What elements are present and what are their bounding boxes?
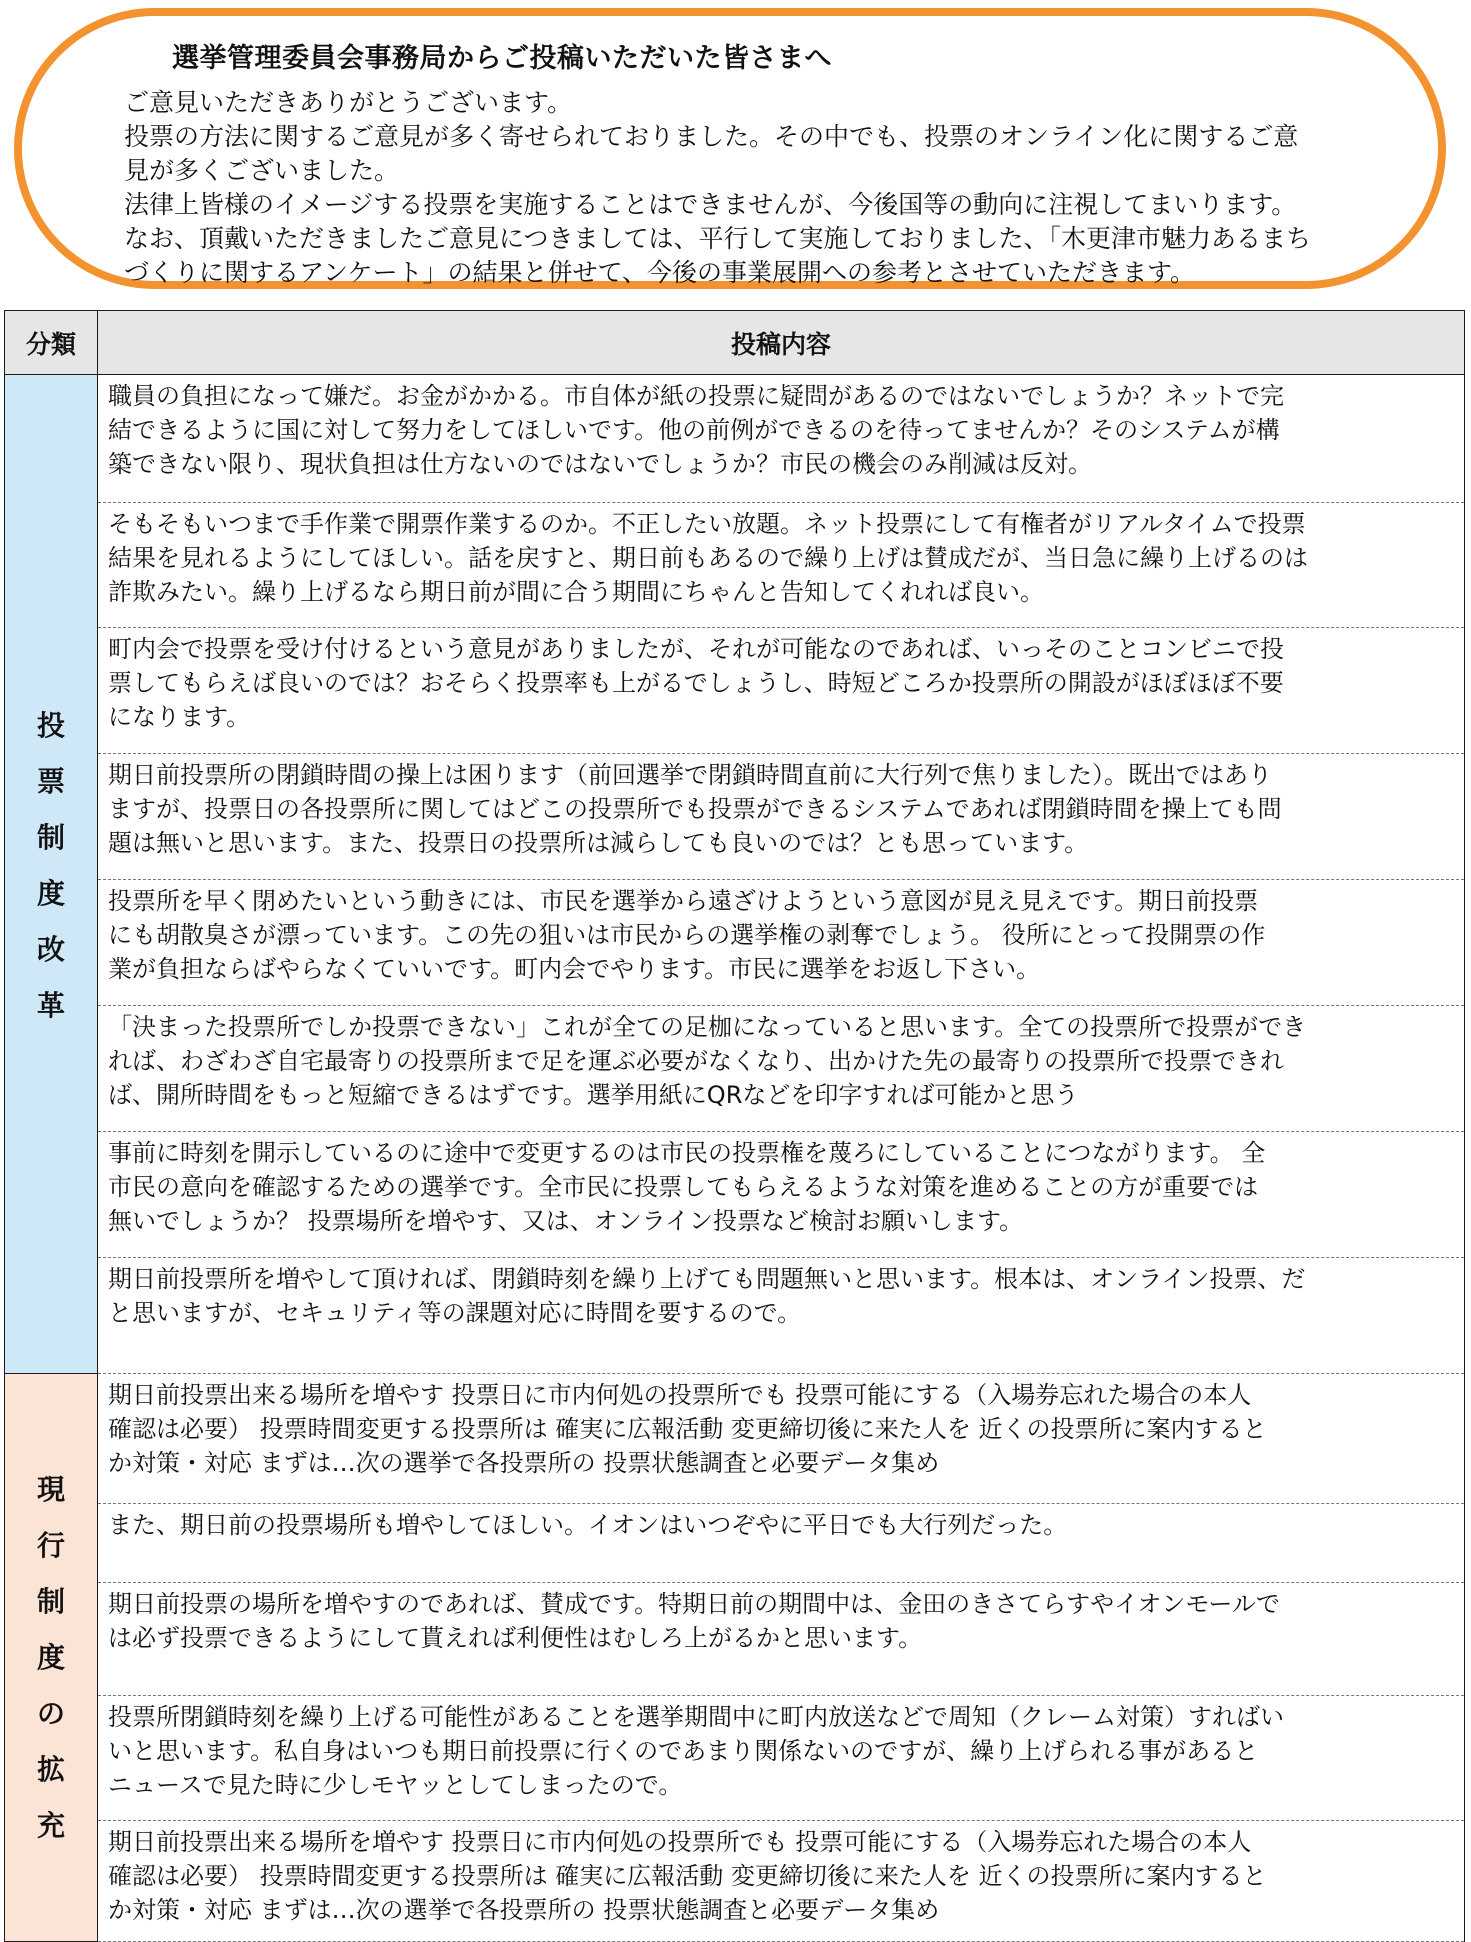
- table-row: [5, 754, 1465, 880]
- table-row: [5, 503, 1465, 628]
- post-line: 期日前投票出来る場所を増やす 投票日に市内何処の投票所でも 投票可能にする（入場券忘れた場合の本人: [108, 1381, 1252, 1409]
- category-char: 度: [36, 877, 65, 910]
- post-line: 期日前投票所の閉鎖時間の操上は困ります（前回選挙で閉鎖時間直前に大行列で焦りました）。既出ではあり: [108, 761, 1272, 789]
- category-char: 現: [36, 1472, 65, 1506]
- post-line: 業が負担ならばやらなくていいです。町内会でやります。市民に選挙をお返し下さい。: [108, 955, 1041, 983]
- table-row: [5, 1504, 1465, 1583]
- header-category: 分類: [5, 311, 98, 375]
- post-line: 事前に時刻を開示しているのに途中で変更するのは市民の投票権を蔑ろにしていることにつながります。 全: [108, 1139, 1266, 1167]
- table-row: [5, 1258, 1465, 1374]
- notice-box: [14, 8, 1446, 289]
- post-line: いと思います。私自身はいつも期日前投票に行くのであまり関係ないのですが、繰り上げられる事があると: [108, 1737, 1259, 1765]
- post-line: は必ず投票できるようにして貰えれば利便性はむしろ上がるかと思います。: [108, 1624, 923, 1652]
- posts-table: [4, 310, 1465, 1942]
- post-cell: [98, 1374, 1465, 1504]
- post-line: になります。: [108, 703, 251, 731]
- header-content: 投稿内容: [98, 311, 1465, 375]
- category-expand: [5, 1374, 98, 1942]
- post-line: か対策・対応 まずは…次の選挙で各投票所の 投票状態調査と必要データ集め: [108, 1896, 940, 1924]
- category-char: 充: [36, 1808, 65, 1842]
- post-line: 確認は必要） 投票時間変更する投票所は 確実に広報活動 変更締切後に来た人を 近くの投票所に案内すると: [108, 1862, 1267, 1890]
- table-row: [5, 880, 1465, 1006]
- post-line: 題は無いと思います。また、投票日の投票所は減らしても良いのでは？とも思っています。: [108, 829, 1089, 857]
- post-cell: [98, 880, 1465, 1006]
- post-line: 詐欺みたい。繰り上げるなら期日前が間に合う期間にちゃんと告知してくれれば良い。: [108, 578, 1044, 606]
- category-char: 票: [36, 765, 65, 798]
- post-cell: [98, 1258, 1465, 1374]
- table-row: [5, 1821, 1465, 1942]
- post-line: ニュースで見た時に少しモヤッとしてしまったので。: [108, 1771, 683, 1799]
- post-line: 「決まった投票所でしか投票できない」これが全ての足枷になっていると思います。全ての投票所で投票ができ: [108, 1013, 1307, 1041]
- post-line: また、期日前の投票場所も増やしてほしい。イオンはいつぞやに平日でも大行列だった。: [108, 1511, 1068, 1539]
- table-header-row: [5, 311, 1465, 375]
- category-char: 革: [36, 989, 65, 1022]
- category-char: 投: [36, 709, 65, 742]
- post-cell: [98, 1006, 1465, 1132]
- post-line: 市民の意向を確認するための選挙です。全市民に投票してもらえるような対策を進めることの方が重要では: [108, 1173, 1259, 1201]
- post-cell: [98, 1504, 1465, 1583]
- post-line: か対策・対応 まずは…次の選挙で各投票所の 投票状態調査と必要データ集め: [108, 1449, 940, 1477]
- table-row: [5, 1374, 1465, 1504]
- post-line: 投票所を早く閉めたいという動きには、市民を選挙から遠ざけようという意図が見え見えです。期日前投票: [108, 887, 1259, 915]
- post-cell: [98, 1583, 1465, 1696]
- table-row: [5, 1006, 1465, 1132]
- post-cell: [98, 1132, 1465, 1258]
- post-cell: [98, 754, 1465, 880]
- post-line: 町内会で投票を受け付けるという意見がありましたが、それが可能なのであれば、いっそのことコンビニで投: [108, 635, 1284, 663]
- post-line: 確認は必要） 投票時間変更する投票所は 確実に広報活動 変更締切後に来た人を 近くの投票所に案内すると: [108, 1415, 1267, 1443]
- category-reform: [5, 375, 98, 1374]
- post-line: 票してもらえば良いのでは？おそらく投票率も上がるでしょうし、時短どころか投票所の開設がほぼほぼ不要: [108, 669, 1284, 697]
- post-cell: [98, 1696, 1465, 1821]
- post-line: 結できるように国に対して努力をしてほしいです。他の前例ができるのを待ってませんか？そのシステムが構: [108, 416, 1280, 444]
- notice-line: なお、頂戴いただきましたご意見につきましては、平行して実施しておりました、「木更津市魅力あるまち: [124, 224, 1312, 253]
- post-line: 結果を見れるようにしてほしい。話を戻すと、期日前もあるので繰り上げは賛成だが、当日急に繰り上げるのは: [108, 544, 1308, 572]
- category-char: 改: [36, 933, 65, 966]
- post-line: 期日前投票出来る場所を増やす 投票日に市内何処の投票所でも 投票可能にする（入場券忘れた場合の本人: [108, 1828, 1252, 1856]
- post-cell: [98, 503, 1465, 628]
- post-line: れば、わざわざ自宅最寄りの投票所まで足を運ぶ必要がなくなり、出かけた先の最寄りの投票所で投票できれ: [108, 1047, 1284, 1075]
- post-line: 期日前投票の場所を増やすのであれば、賛成です。特期日前の期間中は、金田のきさてらすやイオンモールで: [108, 1590, 1280, 1618]
- notice-line: 投票の方法に関するご意見が多く寄せられておりました。その中でも、投票のオンライン化に関するご意: [124, 122, 1299, 151]
- category-char: 拡: [36, 1752, 65, 1786]
- post-line: 職員の負担になって嫌だ。お金がかかる。市自体が紙の投票に疑問があるのではないでしょうか？ネットで完: [108, 382, 1284, 410]
- post-line: 築できない限り、現状負担は仕方ないのではないでしょうか？市民の機会のみ削減は反対。: [108, 450, 1092, 478]
- category-char: の: [36, 1696, 65, 1730]
- post-line: と思いますが、セキュリティ等の課題対応に時間を要するので。: [108, 1299, 802, 1327]
- post-line: そもそもいつまで手作業で開票作業するのか。不正したい放題。ネット投票にして有権者がリアルタイムで投票: [108, 510, 1306, 538]
- post-line: 無いでしょうか？ 投票場所を増やす、又は、オンライン投票など検討お願いします。: [108, 1207, 1024, 1235]
- category-char: 度: [36, 1640, 65, 1674]
- notice-body: [124, 86, 1414, 290]
- post-cell: [98, 375, 1465, 503]
- post-cell: [98, 628, 1465, 754]
- table-row: [5, 1696, 1465, 1821]
- category-char: 制: [36, 1584, 65, 1618]
- post-line: ますが、投票日の各投票所に関してはどこの投票所でも投票ができるシステムであれば閉鎖時間を操上ても問: [108, 795, 1282, 823]
- table-row: [5, 628, 1465, 754]
- notice-line: づくりに関するアンケート」の結果と併せて、今後の事業展開への参考とさせていただきます。: [124, 258, 1196, 287]
- post-line: 期日前投票所を増やして頂ければ、閉鎖時刻を繰り上げても問題無いと思います。根本は、オンライン投票、だ: [108, 1265, 1306, 1293]
- category-char: 制: [36, 821, 65, 854]
- notice-line: ご意見いただきありがとうございます。: [124, 88, 573, 117]
- table-row: [5, 1583, 1465, 1696]
- notice-line: 見が多くございました。: [124, 156, 400, 185]
- post-line: ば、開所時間をもっと短縮できるはずです。選挙用紙にQRなどを印字すれば可能かと思う: [108, 1081, 1079, 1109]
- notice-line: 法律上皆様のイメージする投票を実施することはできませんが、今後国等の動向に注視してまいります。: [124, 190, 1297, 219]
- table-row: [5, 1132, 1465, 1258]
- notice-title: 選挙管理委員会事務局からご投稿いただいた皆さまへ: [172, 43, 832, 74]
- table-row: [5, 375, 1465, 503]
- post-line: にも胡散臭さが漂っています。この先の狙いは市民からの選挙権の剥奪でしょう。 役所にとって投開票の作: [108, 921, 1266, 949]
- category-char: 行: [36, 1528, 65, 1562]
- post-line: 投票所閉鎖時刻を繰り上げる可能性があることを選挙期間中に町内放送などで周知（クレーム対策）すればい: [108, 1703, 1284, 1731]
- post-cell: [98, 1821, 1465, 1942]
